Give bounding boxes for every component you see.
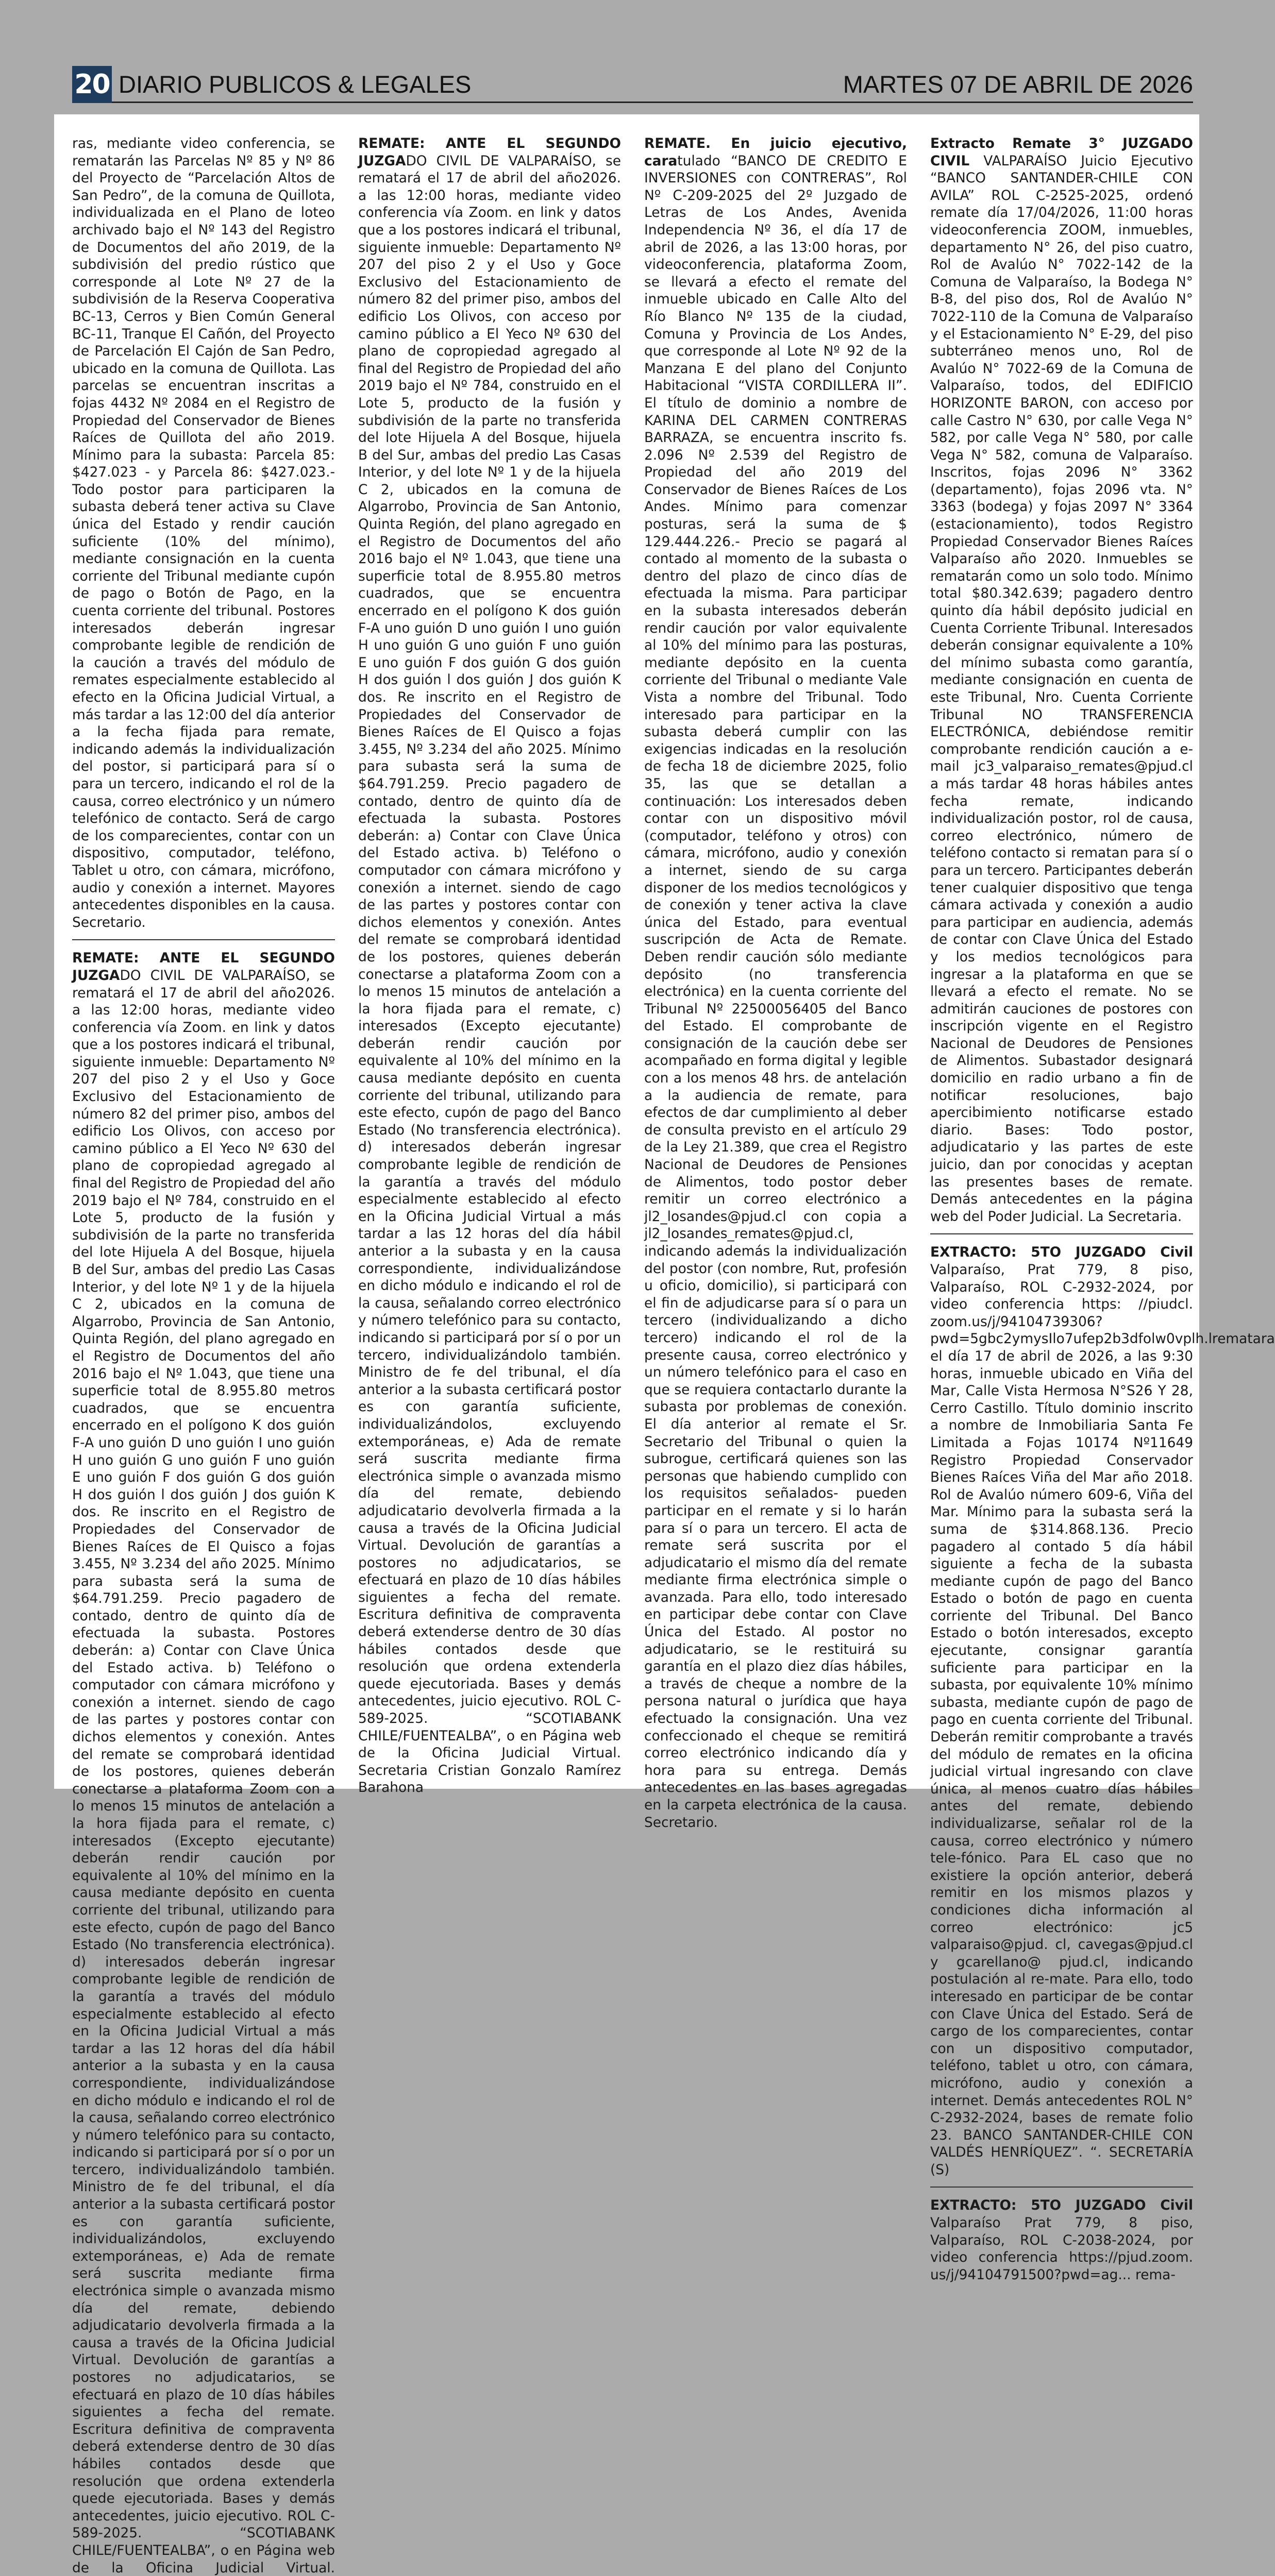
publication-date: MARTES 07 DE ABRIL DE 2026 [843,71,1193,98]
notice-body: Valparaíso Prat 779, 8 piso, Valparaíso, ROL C-2038-2024, por video conferencia https://pjud.zoom. us/j/94104791500?pwd=ag... rema- [930,2215,1193,2283]
notice-body: tulado “BANCO DE CREDITO E INVERSIONES con CONTRERAS”, Rol Nº C-209-2025 del 2º Juzgado de Letras de Los Andes, Avenida Independencia Nº 36, el día 17 de abril de 2026, a las 13:00 horas, por videoconferencia, plataforma Zoom, se llevará a efecto el remate del inmueble ubicado en Calle Alto del Río Blanco Nº 135 de la ciudad, Comuna y Provincia de Los Andes, que corresponde al Lote Nº 92 de la Manzana E del plano del Conjunto Habitacional “VISTA CORDILLERA II”. El título de dominio a nombre de KARINA DEL CARMEN CONTRERAS BARRAZA, se encuentra inscrito fs. 2.096 Nº 2.539 del Registro de Propiedad del año 2019 del Conservador de Bienes Raíces de Los Andes. Mínimo para comenzar posturas, será la suma de $ 129.444.226.- Precio se pagará al contado al momento de la subasta o dentro del plazo de cinco días de efectuada la misma. Para participar en la subasta interesados deberán rendir caución por valor equivalente al 10% del mínimo para las posturas, mediante depósito en la cuenta corriente del Tribunal o mediante Vale Vista a nombre del Tribunal. Todo interesado para participar en la subasta deberá cumplir con las exigencias indicadas en la resolución de fecha 18 de diciembre 2025, folio 35, las que se detallan a continuación: Los interesados deben contar con un dispositivo móvil (computador, teléfono y otros) con cámara, micrófono, audio y conexión a internet, siendo de su carga disponer de los medios tecnológicos y de conexión y tener activa la clave única del Estado, para eventual suscripción de Acta de Remate. Deben rendir caución sólo mediante depósito (no transferencia electrónica) en la cuenta corriente del Tribunal Nº 22500056405 del Banco del Estado. El comprobante de consignación de la caución debe ser acompañado en forma digital y legible con a los menos 48 hrs. de antelación a la audiencia de remate, para efectos de dar cumplimiento al deber de consulta previsto en el artículo 29 de la Ley 21.389, que crea el Registro Nacional de Deudores de Pensiones de Alimentos, todo postor deber remitir un correo electrónico a jl2_losandes@pjud.cl con copia a jl2_losandes_remates@pjud.cl, indicando además la individualización del postor (con nombre, Rut, profesión u oficio, domicilio), si participará con el fin de adjudicarse para sí o para un tercero (individualizando a dicho tercero) indicando el rol de la presente causa, correo electrónico y un número telefónico para el caso en que se requiera contactarlo durante la subasta por problemas de conexión. El día anterior al remate el Sr. Secretario del Tribunal o quien la subrogue, certificará quienes son las personas que habiendo cumplido con los requisitos señalados- pueden participar en el remate y si lo harán para sí o para un tercero. El acta de remate será suscrita por el adjudicatario el mismo día del remate mediante firma electrónica simple o avanzada. Para ello, todo interesado en participar debe contar con Clave Única del Estado. Al postor no adjudicatario, se le restituirá su garantía en el plazo diez días hábiles, a través de cheque a nombre de la persona natural o jurídica que haya efectuado la consignación. Una vez confeccionado el cheque se remitirá correo electrónico indicando día y hora para su entrega. Demás antecedentes en las bases agregadas en la carpeta electrónica de la causa. Secretario. [644,152,907,1831]
notice-body: VALPARAÍSO Juicio Ejecutivo “BANCO SANTANDER-CHILE CON AVILA” ROL C-2525-2025, ordenó remate día 17/04/2026, 11:00 horas videoconferencia ZOOM, inmuebles, departamento N° 26, del piso cuatro, Rol de Avalúo N° 7022-142 de la Comuna de Valparaíso, la Bodega N° B-8, del piso dos, Rol de Avalúo N° 7022-110 de la Comuna de Valparaíso y el Estacionamiento N° E-29, del piso subterráneo menos uno, Rol de Avalúo N° 7022-69 de la Comuna de Valparaíso, todos, del EDIFICIO HORIZONTE BARON, con acceso por calle Castro N° 630, por calle Vega N° 582, por calle Vega N° 580, por calle Vega N° 582, comuna de Valparaíso. Inscritos, fojas 2096 N° 3362 (departamento), fojas 2096 vta. N° 3363 (bodega) y fojas 2097 N° 3364 (estacionamiento), todos Registro Propiedad Conservador Bienes Raíces Valparaíso año 2020. Inmuebles se rematarán como un solo todo. Mínimo total $80.342.639; pagadero dentro quinto día hábil depósito judicial en Cuenta Corriente Tribunal. Interesados deberán consignar equivalente a 10% del mínimo subasta como garantía, mediante consignación en cuenta de este Tribunal, Nro. Cuenta Corriente Tribunal NO TRANSFERENCIA ELECTRÓNICA, debiéndose remitir comprobante rendición caución a e-mail jc3_valparaiso_remates@pjud.cl a más tardar 48 horas hábiles antes fecha remate, indicando individualización postor, rol de causa, correo electrónico, número de teléfono contacto si rematan para sí o para un tercero. Participantes deberán tener cualquier dispositivo que tenga cámara activada y conexión a audio para participar en audiencia, además de contar con Clave Única del Estado y los medios tecnológicos para ingresar a la plataforma en que se llevará a efecto el remate. No se admitirán cauciones de postores con inscripción vigente en el Registro Nacional de Deudores de Pensiones de Alimentos. Subastador designará domicilio en radio urbano a fin de notificar resoluciones, bajo apercibimiento notificarse estado diario. Bases: Todo postor, adjudicatario y las partes de este juicio, dan por conocidas y aceptan las presentes bases de remate. Demás antecedentes en la página web del Poder Judicial. La Secretaria. [930,152,1193,1225]
notice-lead: EXTRACTO: 5TO JUZGADO Civil [930,1244,1193,1261]
page-header [72,66,1193,103]
notice-body: ras, mediante video conferencia, se rematarán las Parcelas Nº 85 y Nº 86 del Proyecto de “Parcelación Altos de San Pedro”, de la comuna de Quillota, individualizada en el Plano de loteo archivado bajo el Nº 143 del Registro de Documentos del año 2019, de la subdivisión del predio rústico que corresponde al Lote Nº 27 de la subdivisión de la Reserva Cooperativa BC-13, Cerros y Bien Común General BC-11, Tranque El Cañón, del Proyecto de Parcelación El Cajón de San Pedro, ubicado en la comuna de Quillota. Las parcelas se encuentran inscritas a fojas 4432 Nº 2084 en el Registro de Propiedad del Conservador de Bienes Raíces de Quillota del año 2019. Mínimo para la subasta: Parcela 85: $427.023 - y Parcela 86: $427.023.-Todo postor para participaren la subasta deberá tener activa su Clave única del Estado y rendir caución suficiente (10% del mínimo), mediante consignación en la cuenta corriente del Tribunal mediante cupón de pago o Botón de Pago, en la cuenta corriente del tribunal. Postores interesados deberán ingresar comprobante legible de rendición de la caución a través del módulo de remates especialmente establecido al efecto en la Oficina Judicial Virtual, a más tardar a las 12:00 del día anterior a la fecha fijada para remate, indicando además la individualización del postor, si participará para sí o para un tercero, indicando el rol de la causa, correo electrónico y un número telefónico de contacto. Será de cargo de los comparecientes, contar con un dispositivo, computador, teléfono, Tablet u otro, con cámara, micrófono, audio y conexión a internet. Mayores antecedentes disponibles en la causa. Secretario. [72,135,335,930]
notice-segundo-juzgado [72,950,335,2576]
notice-quinto-juzgado-2 [930,2197,1193,2283]
notice-tercer-juzgado [930,135,1193,1225]
notice-body: DO CIVIL DE VALPARAÍSO, se rematará el 17 de abril del año2026. a las 12:00 horas, mediante video conferencia vía Zoom. en link y datos que a los postores indicará el tribunal, siguiente inmueble: Departamento Nº 207 del piso 2 y el Uso y Goce Exclusivo del Estacionamiento de número 82 del primer piso, ambos del edificio Los Olivos, con acceso por camino público a El Yeco Nº 630 del plano de copropiedad agregado al final del Registro de Propiedad del año 2019 bajo el Nº 784, construido en el Lote 5, producto de la fusión y subdivisión de la parte no transferida del lote Hijuela A del Bosque, hijuela B del Sur, ambas del predio Las Casas Interior, y del lote Nº 1 y de la hijuela C 2, ubicados en la comuna de Algarrobo, Provincia de San Antonio, Quinta Región, del plano agregado en el Registro de Documentos del año 2016 bajo el Nº 1.043, que tiene una superficie total de 8.955.80 metros cuadrados, que se encuentra encerrado en el polígono K dos guión F-A uno guión D uno guión I uno guión H uno guión G uno guión F uno guión E uno guión F dos guión G dos guión H dos guión l dos guión J dos guión K dos. Re inscrito en el Registro de Propiedades del Conservador de Bienes Raíces de El Quisco a fojas 3.455, Nº 3.234 del año 2025. Mínimo para subasta será la suma de $64.791.259. Precio pagadero de contado, dentro de quinto día de efectuada la subasta. Postores deberán: a) Contar con Clave Única del Estado activa. b) Teléfono o computador con cámara micrófono y conexión a internet. siendo de cago de las partes y postores contar con dichos elementos y conexión. Antes del remate se comprobará identidad de los postores, quienes deberán conectarse a plataforma Zoom con a lo menos 15 minutos de antelación a la hora fijada para el remate, c) interesados (Excepto ejecutante) deberán rendir caución por equivalente al 10% del mínimo en la causa mediante depósito en cuenta corriente del tribunal, utilizando para este efecto, cupón de pago del Banco Estado (No transferencia electrónica). d) interesados deberán ingresar comprobante legible de rendición de la garantía a través del módulo especialmente establecido al efecto en la Oficina Judicial Virtual a más tardar a las 12 horas del día hábil anterior a la subasta y en la causa correspondiente, individualizándose en dicho módulo e indicando el rol de la causa, señalando correo electrónico y número telefónico para su contacto, indicando si participará por sí o por un tercero, individualizándolo también. Ministro de fe del tribunal, el día anterior a la subasta certificará postor es con garantía suficiente, individualizándolos, excluyendo extemporáneas, e) Ada de remate será suscrita mediante firma electrónica simple o avanzada mismo día del remate, debiendo adjudicatario devolverla firmada a la causa a través de la Oficina Judicial Virtual. Devolución de garantías a postores no adjudicatarios, se efectuará en plazo de 10 días hábiles siguientes a fecha del remate. Escritura definitiva de compraventa deberá extenderse dentro de 30 días hábiles contados desde que resolución que ordena extenderla quede ejecutoriada. Bases y demás antecedentes, juicio ejecutivo. ROL C-589-2025. “SCOTIABANK CHILE/FUENTEALBA”, o en Página web de la Oficina Judicial Virtual. Secretaria Cristian Gonzalo Ramírez Barahona [358,152,621,1796]
notice-segundo-juzgado-cont [358,135,621,1797]
notice-lead: REMATE. En juicio ejecutivo, cara [644,135,907,169]
columns-area [72,135,1275,2576]
page-number: 20 [72,66,112,103]
notice-lead: REMATE: ANTE EL SEGUNDO JUZGA [358,135,621,169]
notice-quinto-juzgado-1 [930,1244,1275,2178]
column-4 [930,135,1275,2283]
notice-lead: Extracto Remate 3° JUZGADO CIVIL [930,135,1193,169]
notice-lead: EXTRACTO: 5TO JUZGADO Civil [930,2197,1193,2214]
column-1 [72,135,335,2576]
column-3 [644,135,907,1831]
notice-separator [930,1233,1193,1234]
column-2 [358,135,621,1796]
header-rule [112,101,1193,103]
notice-parcelas-quillota [72,135,335,931]
notice-body: DO CIVIL DE VALPARAÍSO, se rematará el 17 de abril del año2026. a las 12:00 horas, mediante video conferencia vía Zoom. en link y datos que a los postores indicará el tribunal, siguiente inmueble: Departamento Nº 207 del piso 2 y el Uso y Goce Exclusivo del Estacionamiento de número 82 del primer piso, ambos del edificio Los Olivos, con acceso por camino público a El Yeco Nº 630 del plano de copropiedad agregado al final del Registro de Propiedad del año 2019 bajo el Nº 784, construido en el Lote 5, producto de la fusión y subdivisión de la parte no transferida del lote Hijuela A del Bosque, hijuela B del Sur, ambas del predio Las Casas Interior, y del lote Nº 1 y de la hijuela C 2, ubicados en la comuna de Algarrobo, Provincia de San Antonio, Quinta Región, del plano agregado en el Registro de Documentos del año 2016 bajo el Nº 1.043, que tiene una superficie total de 8.955.80 metros cuadrados, que se encuentra encerrado en el polígono K dos guión F-A uno guión D uno guión I uno guión H uno guión G uno guión F uno guión E uno guión F dos guión G dos guión H dos guión l dos guión J dos guión K dos. Re inscrito en el Registro de Propiedades del Conservador de Bienes Raíces de El Quisco a fojas 3.455, Nº 3.234 del año 2025. Mínimo para subasta será la suma de $64.791.259. Precio pagadero de contado, dentro de quinto día de efectuada la subasta. Postores deberán: a) Contar con Clave Única del Estado activa. b) Teléfono o computador con cámara micrófono y conexión a internet. siendo de cago de las partes y postores contar con dichos elementos y conexión. Antes del remate se comprobará identidad de los postores, quienes deberán conectarse a plataforma Zoom con a lo menos 15 minutos de antelación a la hora fijada para el remate, c) interesados (Excepto ejecutante) deberán rendir caución por equivalente al 10% del mínimo en la causa mediante depósito en cuenta corriente del tribunal, utilizando para este efecto, cupón de pago del Banco Estado (No transferencia electrónica). d) interesados deberán ingresar comprobante legible de rendición de la garantía a través del módulo especialmente establecido al efecto en la Oficina Judicial Virtual a más tardar a las 12 horas del día hábil anterior a la subasta y en la causa correspondiente, individualizándose en dicho módulo e indicando el rol de la causa, señalando correo electrónico y número telefónico para su contacto, indicando si participará por sí o por un tercero, individualizándolo también. Ministro de fe del tribunal, el día anterior a la subasta certificará postor es con garantía suficiente, individualizándolos, excluyendo extemporáneas, e) Ada de remate será suscrita mediante firma electrónica simple o avanzada mismo día del remate, debiendo adjudicatario devolverla firmada a la causa a través de la Oficina Judicial Virtual. Devolución de garantías a postores no adjudicatarios, se efectuará en plazo de 10 días hábiles siguientes a fecha del remate. Escritura definitiva de compraventa deberá extenderse dentro de 30 días hábiles contados desde que resolución que ordena extenderla quede ejecutoriada. Bases y demás antecedentes, juicio ejecutivo. ROL C-589-2025. “SCOTIABANK CHILE/FUENTEALBA”, o en Página web de la Oficina Judicial Virtual. [72,967,335,2576]
notice-lead: REMATE: ANTE EL SEGUNDO JUZGA [72,950,335,984]
notice-los-andes [644,135,907,1831]
notice-body: Valparaíso, Prat 779, 8 piso, Valparaíso, ROL C-2932-2024, por video conferencia https: //piudcl. zoom.us/j/94104739306?pwd=5gbc2ymysIlo7ufep2b3dfolw0vplh.lrematara el día 17 de abril de 2026, a las 9:30 horas, inmueble ubicado en Viña del Mar, Calle Vista Hermosa N°S26 Y 28, Cerro Castillo. Título dominio inscrito a nombre de Inmobiliaria Santa Fe Limitada a Fojas 10174 Nº11649 Registro Propiedad Conservador Bienes Raíces Viña del Mar año 2018. Rol de Avalúo número 609-6, Viña del Mar. Mínimo para la subasta será la suma de $314.868.136. Precio pagadero al contado 5 día hábil siguiente a fecha de la subasta mediante cupón de pago del Banco Estado o botón de pago en cuenta corriente del Tribunal. Del Banco Estado o botón interesados, excepto ejecutante, consignar garantía suficiente para participar en la subasta, por equivalente 10% mínimo subasta, mediante cupón de pago de pago en cuenta corriente del Tribunal. Deberán remitir comprobante a través del módulo de remates en la oficina judicial virtual ingresando con clave única, al menos cuatro días hábiles antes del remate, debiendo individualizarse, señalar rol de la causa, correo electrónico y número tele-fónico. Para EL caso que no existiere la opción anterior, deberá remitir en los mismos plazos y condiciones dicha información al correo electrónico: jc5 valparaiso@pjud. cl, cavegas@pjud.cl y gcarellano@ pjud.cl, indicando postulación al re-mate. Para ello, todo interesado en participar de be contar con Clave Única del Estado. Será de cargo de los comparecientes, contar con un dispositivo computador, teléfono, tablet u otro, con cámara, micrófono, audio y conexión a internet. Demás antecedentes ROL N° C-2932-2024, bases de remate folio 23. BANCO SANTANDER-CHILE CON VALDÉS HENRÍQUEZ”. “. SECRETARÍA (S) [930,1262,1275,2178]
publication-name: DIARIO PUBLICOS & LEGALES [119,71,472,98]
notice-separator [930,2187,1193,2188]
notice-separator [72,939,335,940]
